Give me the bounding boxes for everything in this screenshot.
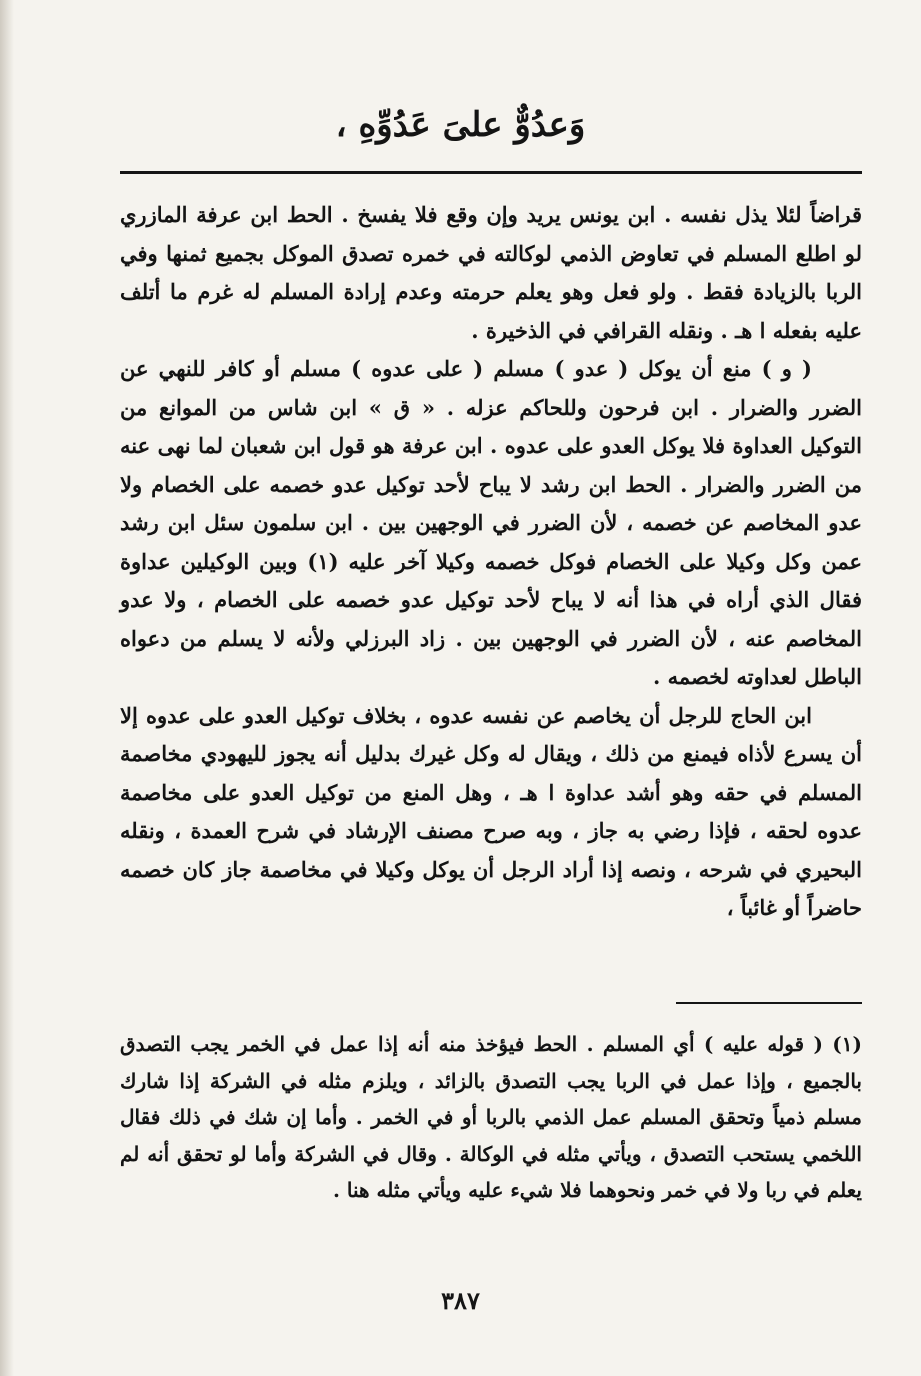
- paragraph-3: ابن الحاج للرجل أن يخاصم عن نفسه عدوه ، بخلاف توكيل العدو على عدوه إلا أن يسرع لأذاه فيمنع من ذلك ، ويقال له وكل غيرك بدليل أنه يجوز لليهودي مخاصمة المسلم في حقه وهو أشد عداوة ا هـ ، وهل المنع من توكيل العدو على مخاصمة عدوه لحقه ، فإذا رضي به جاز ، وبه صرح مصنف الإرشاد في شرح العمدة ، ونقله البحيري في شرحه ، ونصه إذا أراد الرجل أن يوكل وكيلا في مخاصمة جاز كان خصمه حاضراً أو غائباً ،: [120, 702, 862, 920]
- footnote: (١) ( قوله عليه ) أي المسلم . الحط فيؤخذ منه أنه إذا عمل في الخمر يجب التصدق بالجميع ، وإذا عمل في الربا يجب التصدق بالزائد ، ويلزم مثله في الشركة إذا شارك مسلم ذمياً وتحقق المسلم عمل الذمي بالربا أو في الخمر . وأما إن شك في ذلك فقال اللخمي يستحب التصدق ، ويأتي مثله في الوكالة . وقال في الشركة وأما لو تحقق أنه لم يعلم في ربا ولا في خمر ونحوهما فلا شيء عليه ويأتي مثله هنا .: [120, 1032, 862, 1202]
- main-text: [120, 196, 862, 928]
- paragraph-1: قراضاً لئلا يذل نفسه . ابن يونس يريد وإن وقع فلا يفسخ . الحط ابن عرفة المازري لو اطلع المسلم في تعاوض الذمي لوكالته في خمره تصدق الموكل بجميع ثمنها وفي الربا بالزيادة فقط . ولو فعل وهو يعلم حرمته وعدم إرادة المسلم له غرم ما أتلف عليه بفعله ا هـ . ونقله القرافي في الذخيرة .: [120, 202, 862, 343]
- title-divider: [120, 171, 862, 174]
- page-title: وَعدُوٌّ علىَ عَدُوِّهِ ،: [335, 105, 586, 145]
- page-number: ٣٨٧: [441, 1286, 480, 1315]
- paragraph-2: ( و ) منع أن يوكل ( عدو ) مسلم ( على عدوه ) مسلم أو كافر للنهي عن الضرر والضرار . ابن فرحون وللحاكم عزله . « ق » ابن شاس من الموانع من التوكيل العداوة فلا يوكل العدو على عدوه . ابن عرفة هو قول ابن شعبان لما نهى عنه من الضرر والضرار . الحط ابن رشد لا يباح لأحد توكيل عدو خصمه على الخصام ولا عدو المخاصم عن خصمه ، لأن الضرر في الوجهين بين . ابن سلمون سئل ابن رشد عمن وكل وكيلا على الخصام فوكل خصمه وكيلا آخر عليه (١) وبين الوكيلين عداوة فقال الذي أراه في هذا أنه لا يباح لأحد توكيل عدو خصمه على الخصام ، ولا عدو المخاصم عنه ، لأن الضرر في الوجهين بين . زاد البرزلي ولأنه لا يسلم من دعواه الباطل لعداوته لخصمه .: [120, 356, 862, 689]
- footnote-divider: [676, 1002, 862, 1004]
- binding-shadow: [0, 0, 14, 1376]
